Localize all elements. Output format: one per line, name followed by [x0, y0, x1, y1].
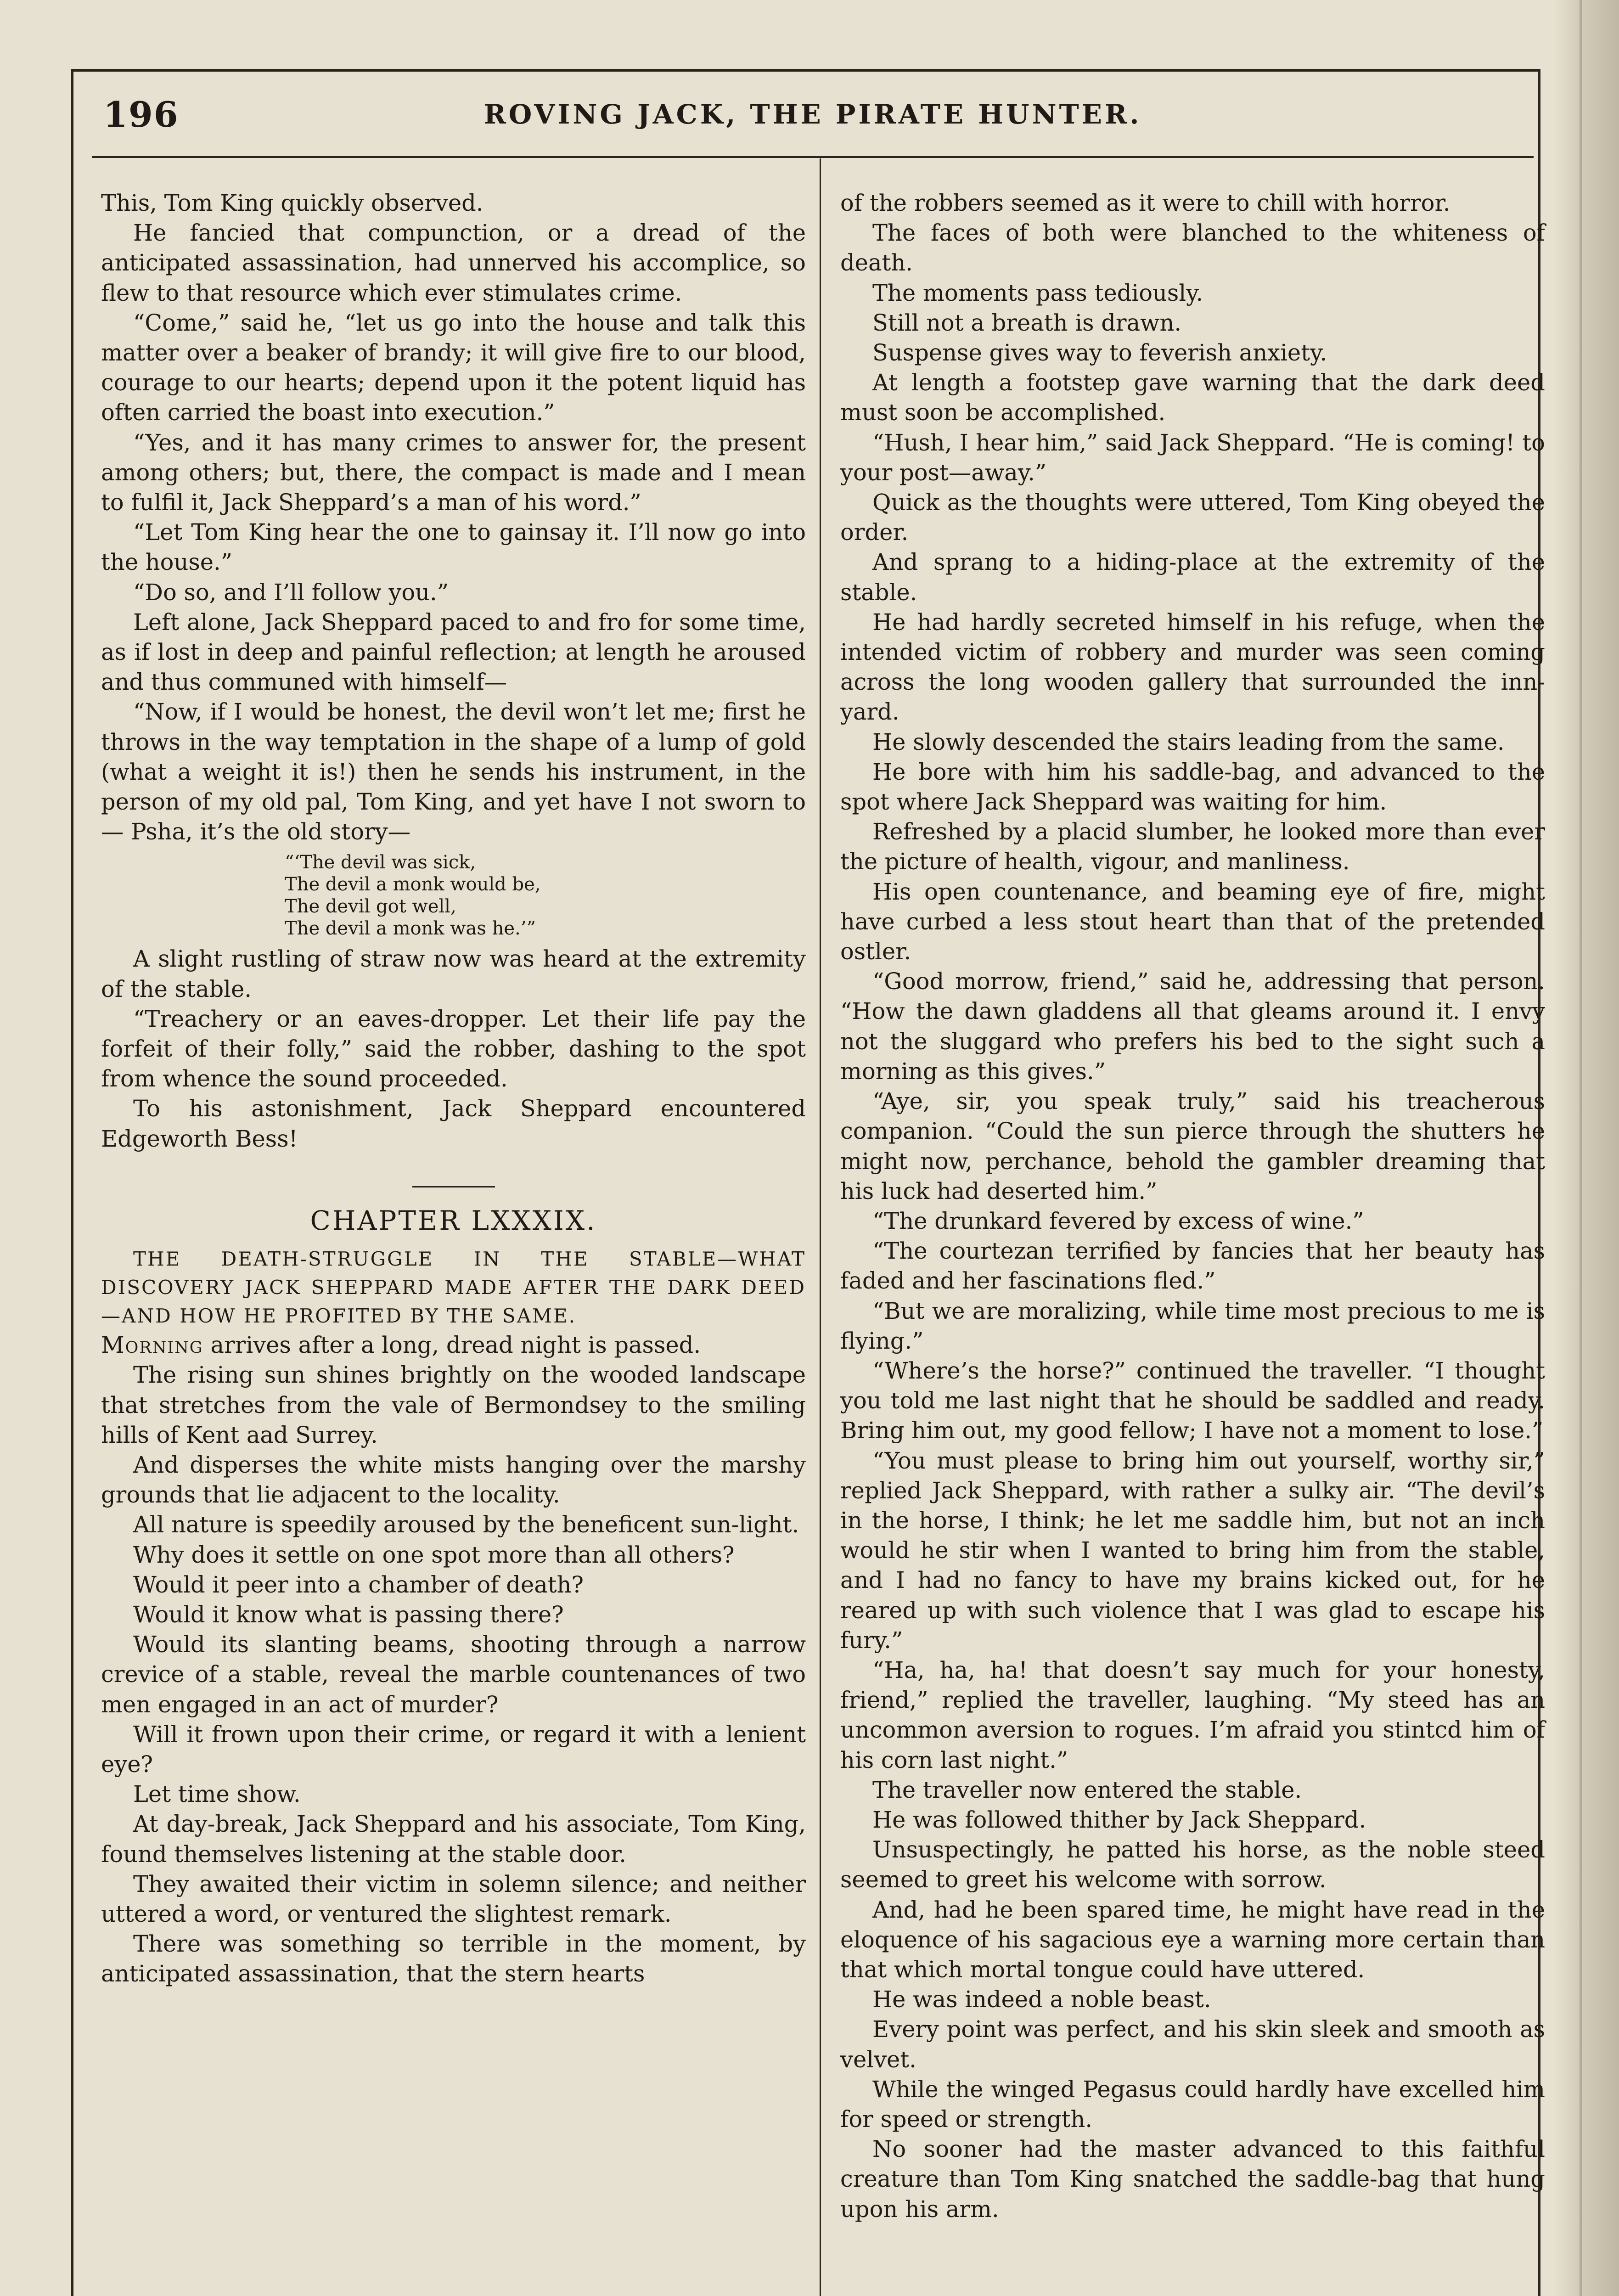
paragraph: “Hush, I hear him,” said Jack Sheppard. “He is coming! to your post—away.”	[840, 429, 1545, 486]
paragraph: “You must please to bring him out yourself, worthy sir,” replied Jack Sheppard, with rather a sulky air. “The devil’s in the horse, I think; he let me saddle him, but not an inch would he stir when I wanted to bring him from the stable, and I had no fancy to have my brains kicked out, for he reared up with such violence that I was glad to escape his fury.”	[840, 1447, 1545, 1654]
paragraph: “Yes, and it has many crimes to answer for, the present among others; but, there, the compact is made and I mean to fulfil it, Jack Sheppard’s a man of his word.”	[101, 429, 806, 516]
paragraph: Left alone, Jack Sheppard paced to and fro for some time, as if lost in deep and painful reflection; at length he aroused and thus communed with himself—	[101, 608, 806, 696]
paragraph: “Ha, ha, ha! that doesn’t say much for your honesty, friend,” replied the traveller, laughing. “My steed has an uncommon aversion to rogues. I’m afraid you stintcd him of his corn last night.”	[840, 1656, 1545, 1773]
verse-line: “‘The devil was sick,	[285, 852, 476, 873]
paragraph: He had hardly secreted himself in his refuge, when the intended victim of robbery and murder was seen coming across the long wooden gallery that surrounded the inn-yard.	[840, 608, 1545, 726]
page-binding-edge	[1552, 0, 1619, 2296]
chapter-opening-rest: arrives after a long, dread night is passed.	[203, 1332, 701, 1359]
column-divider	[820, 158, 821, 2296]
paragraph: He bore with him his saddle-bag, and advanced to the spot where Jack Sheppard was waiting for him.	[840, 758, 1545, 816]
left-column	[101, 188, 806, 1989]
paragraph: The traveller now entered the stable.	[872, 1776, 1302, 1803]
paragraph: He was followed thither by Jack Sheppard.	[872, 1806, 1366, 1833]
paragraph: Still not a breath is drawn.	[872, 309, 1182, 336]
paragraph: Would it know what is passing there?	[133, 1601, 564, 1628]
verse-line: The devil a monk was he.’”	[285, 918, 536, 940]
paragraph: The rising sun shines brightly on the wooded landscape that stretches from the vale of Bermondsey to the smiling hills of Kent aad Surrey.	[101, 1362, 806, 1448]
chapter-opening-paragraph	[101, 1330, 806, 1360]
paragraph: “The drunkard fevered by excess of wine.”	[872, 1207, 1364, 1234]
chapter-paragraphs	[101, 1360, 806, 1989]
chapter-number: CHAPTER LXXXIX.	[310, 1204, 597, 1236]
paragraph: Would it peer into a chamber of death?	[133, 1571, 584, 1598]
paragraph: “Now, if I would be honest, the devil won’t let me; first he throws in the way temptation in the shape of a lump of gold (what a weight it is!) then he sends his instrument, in the person of my old pal, Tom King, and yet have I not sworn to— Psha, it’s the old story—	[101, 698, 806, 845]
paragraph: He slowly descended the stairs leading from the same.	[872, 728, 1505, 755]
paragraph: “Let Tom King hear the one to gainsay it. I’ll now go into the house.”	[101, 519, 806, 576]
paragraph: Unsuspectingly, he patted his horse, as the noble steed seemed to greet his welcome with sorrow.	[840, 1836, 1545, 1893]
right-column	[840, 188, 1545, 2224]
paragraph: The faces of both were blanched to the whiteness of death.	[840, 219, 1545, 276]
paragraph: The moments pass tediously.	[872, 279, 1203, 306]
paragraph: His open countenance, and beaming eye of fire, might have curbed a less stout heart than that of the pretended ostler.	[840, 878, 1545, 965]
chapter-opening-word: Morning	[101, 1332, 203, 1359]
section-break-rule	[412, 1186, 495, 1187]
paragraph: While the winged Pegasus could hardly have excelled him for speed or strength.	[840, 2076, 1545, 2133]
paragraph: Will it frown upon their crime, or regard it with a lenient eye?	[101, 1721, 806, 1778]
paragraph: of the robbers seemed as it were to chill with horror.	[840, 190, 1450, 216]
verse-line: The devil got well,	[285, 896, 456, 917]
verse-quotation	[285, 851, 806, 940]
paragraph: At day-break, Jack Sheppard and his associate, Tom King, found themselves listening at the stable door.	[101, 1811, 806, 1868]
paragraph: This, Tom King quickly observed.	[101, 190, 483, 216]
paragraph: No sooner had the master advanced to this faithful creature than Tom King snatched the saddle-bag that hung upon his arm.	[840, 2136, 1545, 2223]
paragraph: To his astonishment, Jack Sheppard encountered Edgeworth Bess!	[101, 1095, 806, 1152]
paragraph: Let time show.	[133, 1781, 301, 1808]
paragraph: And disperses the white mists hanging over the marshy grounds that lie adjacent to the locality.	[101, 1451, 806, 1508]
paragraph: They awaited their victim in solemn silence; and neither uttered a word, or ventured the slightest remark.	[101, 1870, 806, 1927]
left-paragraphs-after-verse	[101, 944, 806, 1154]
paragraph: There was something so terrible in the moment, by anticipated assassination, that the stern hearts	[101, 1930, 806, 1987]
paragraph: “Do so, and I’ll follow you.”	[133, 579, 449, 606]
left-paragraphs-before-verse	[101, 188, 806, 847]
paragraph: And sprang to a hiding-place at the extremity of the stable.	[840, 549, 1545, 606]
paragraph: Would its slanting beams, shooting through a narrow crevice of a stable, reveal the marble countenances of two men engaged in an act of murder?	[101, 1631, 806, 1718]
paragraph: “But we are moralizing, while time most precious to me is flying.”	[840, 1297, 1545, 1354]
paragraph: He was indeed a noble beast.	[872, 1986, 1211, 2013]
paragraph: All nature is speedily aroused by the beneficent sun-light.	[133, 1511, 799, 1538]
paragraph: “Come,” said he, “let us go into the house and talk this matter over a beaker of brandy; it will give fire to our blood, courage to our hearts; depend upon it the potent liquid has often carried the boast into execution.”	[101, 309, 806, 426]
page-header	[92, 90, 1534, 140]
paragraph: Refreshed by a placid slumber, he looked more than ever the picture of health, vigour, and manliness.	[840, 818, 1545, 875]
paragraph: “The courtezan terrified by fancies that her beauty has faded and her fascinations fled.”	[840, 1238, 1545, 1294]
paragraph: “Aye, sir, you speak truly,” said his treacherous companion. “Could the sun pierce through the shutters he might now, perchance, behold the gambler dreaming that his luck had deserted him.”	[840, 1088, 1545, 1204]
running-title: ROVING JACK, THE PIRATE HUNTER.	[483, 99, 1142, 130]
paragraph: Quick as the thoughts were uttered, Tom King obeyed the order.	[840, 489, 1545, 546]
right-paragraphs	[840, 188, 1545, 2224]
paragraph: Suspense gives way to feverish anxiety.	[872, 339, 1327, 366]
verse-line: The devil a monk would be,	[285, 874, 541, 895]
paragraph: “Treachery or an eaves-dropper. Let their life pay the forfeit of their folly,” said the robber, dashing to the spot from whence the sound proceeded.	[101, 1005, 806, 1092]
paragraph: At length a footstep gave warning that the dark deed must soon be accomplished.	[840, 369, 1545, 426]
paragraph: Why does it settle on one spot more than all others?	[133, 1541, 735, 1568]
paragraph: “Where’s the horse?” continued the traveller. “I thought you told me last night that he should be saddled and ready. Bring him out, my good fellow; I have not a moment to lose.”	[840, 1357, 1545, 1444]
paragraph: “Good morrow, friend,” said he, addressing that person. “How the dawn gladdens all that gleams around it. I envy not the sluggard who prefers his bed to the sight such a morning as this gives.”	[840, 968, 1545, 1085]
header-rule	[92, 156, 1534, 158]
page-number: 196	[103, 94, 179, 135]
paragraph: And, had he been spared time, he might have read in the eloquence of his sagacious eye a warning more certain than that which mortal tongue could have uttered.	[840, 1896, 1545, 1983]
paragraph: A slight rustling of straw now was heard at the extremity of the stable.	[101, 945, 806, 1002]
paragraph: Every point was perfect, and his skin sleek and smooth as velvet.	[840, 2016, 1545, 2073]
chapter-summary: THE DEATH-STRUGGLE IN THE STABLE—WHAT DISCOVERY JACK SHEPPARD MADE AFTER THE DARK DEED—AND HOW HE PROFITED BY THE SAME.	[101, 1248, 806, 1328]
paragraph: He fancied that compunction, or a dread of the anticipated assassination, had unnerved his accomplice, so flew to that resource which ever stimulates crime.	[101, 219, 806, 306]
